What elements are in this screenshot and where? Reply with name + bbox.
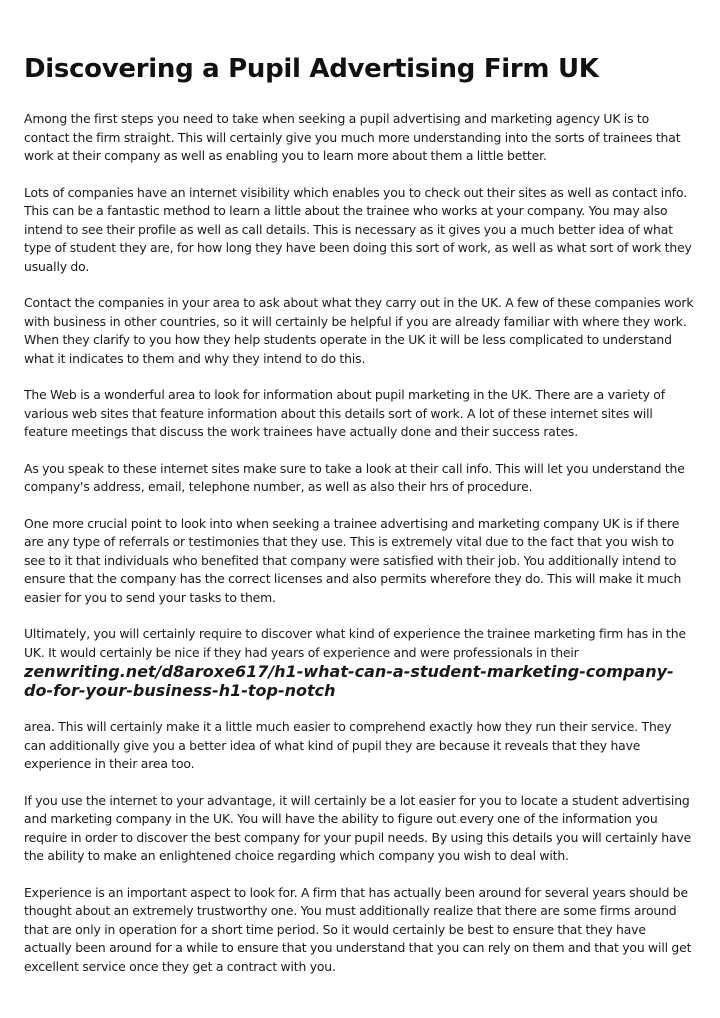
paragraph-6: One more crucial point to look into when seeking a trainee advertising and marketing company UK is if there are any type of referrals or testimonies that they use. This is extremely vital due to the fact that you wish to see to it that individuals who benefited that company were satisfied with their job. You additionally intend to ensure that the company has the correct licenses and also permits wherefore they do. This will make it much easier for you to send your tasks to them. [24, 515, 682, 605]
paragraph-2: Lots of companies have an internet visibility which enables you to check out their sites as well as contact info. This can be a fantastic method to learn a little about the trainee who works at your company. You may also intend to see their profile as well as call details. This is necessary as it gives you a much better idea of what type of student they are, for how long they have been doing this sort of work, as well as what sort of work they usually do. [24, 184, 692, 274]
article-link[interactable]: zenwriting.net/d8aroxe617/h1-what-can-a-student-marketing-company-do-for-your-business-h1-top-notch [24, 662, 674, 700]
paragraph-5: As you speak to these internet sites make sure to take a look at their call info. This will let you understand the company's address, email, telephone number, as well as also their hrs of procedure. [24, 460, 685, 494]
paragraph-10: Experience is an important aspect to look for. A firm that has actually been around for several years should be thought about an extremely trustworthy one. You must additionally realize that there are some firms around that are only in operation for a short time period. So it would certainly be best to ensure that they have actually been around for a while to ensure that you understand that you can rely on them and that you will get excellent service once they get a contract with you. [24, 884, 692, 974]
paragraph-4: The Web is a wonderful area to look for information about pupil marketing in the UK. There are a variety of various web sites that feature information about this details sort of work. A lot of these internet sites will feature meetings that discuss the work trainees have actually done and their success rates. [24, 387, 665, 439]
paragraph-7: Ultimately, you will certainly require to discover what kind of experience the trainee marketing firm has in the UK. It would certainly be nice if they had years of experience and were professionals in their [24, 626, 686, 660]
paragraph-1: Among the first steps you need to take when seeking a pupil advertising and marketing agency UK is to contact the firm straight. This will certainly give you much more understanding into the sorts of trainees that work at their company as well as enabling you to learn more about them a little better. [24, 111, 681, 163]
article-title: Discovering a Pupil Advertising Firm UK [24, 54, 599, 84]
paragraph-8: area. This will certainly make it a little much easier to comprehend exactly how they run their service. They can additionally give you a better idea of what kind of pupil they are because it reveals that they have experience in their area too. [24, 719, 672, 771]
paragraph-3: Contact the companies in your area to ask about what they carry out in the UK. A few of these companies work with business in other countries, so it will certainly be helpful if you are already familiar with where they work. When they clarify to you how they help students operate in the UK it will be less complicated to understand what it indicates to them and why they intend to do this. [24, 295, 694, 366]
paragraph-9: If you use the internet to your advantage, it will certainly be a lot easier for you to locate a student advertising and marketing company in the UK. You will have the ability to figure out every one of the information you require in order to discover the best company for your pupil needs. By using this details you will certainly have the ability to make an enlightened choice regarding which company you wish to deal with. [24, 792, 692, 863]
